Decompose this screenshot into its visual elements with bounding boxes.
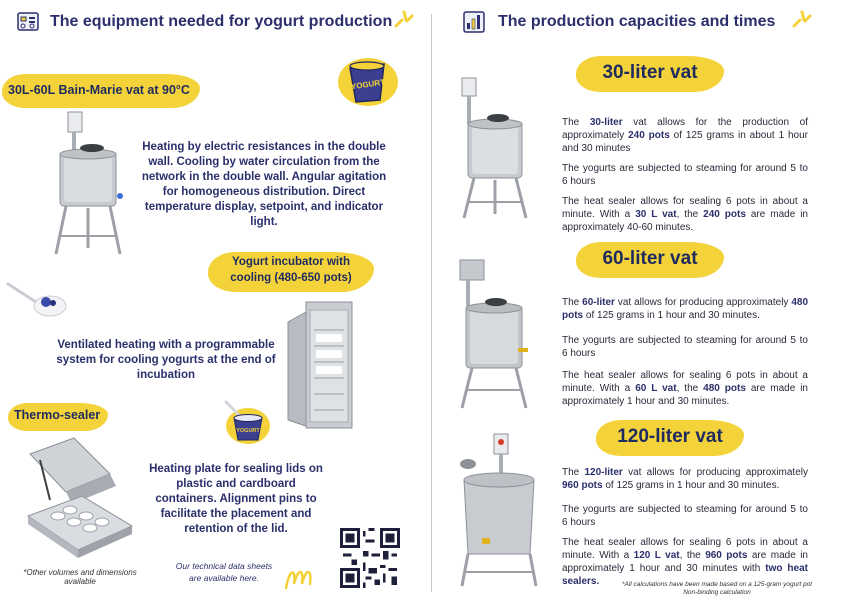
other-volumes-note-line1: *Other volumes and dimensions (23, 568, 137, 577)
sealer-label: Thermo-sealer (14, 408, 101, 422)
vat-60-paragraph-3: The heat sealer allows for sealing 6 pots in about a minute. With a 60 L vat, the 480 pots are made in approximately 1 hour and 30 minutes. (562, 370, 808, 407)
vat-30-paragraph-3: The heat sealer allows for sealing 6 pots in about a minute. With a 30 L vat, the 240 pots are made in approximately 40-60 minutes. (562, 196, 808, 233)
qr-code[interactable] (340, 528, 400, 588)
squiggle-decoration (282, 562, 322, 592)
spoon-image (6, 280, 68, 322)
sealer-description: Heating plate for sealing lids on plastic and cardboard containers. Alignment pins to facilitate the placement and retention of the lid. (149, 463, 323, 535)
vat-120-paragraph-2: The yogurts are subjected to steaming for around 5 to 6 hours (562, 504, 808, 528)
calculation-footnote (612, 581, 822, 597)
left-page-title: The equipment needed for yogurt production (50, 13, 393, 30)
capacity-icon (462, 10, 486, 34)
datasheet-note-line2: are available here. (189, 573, 259, 583)
other-volumes-note-line2: available (64, 577, 96, 586)
bain-marie-label: 30L-60L Bain-Marie vat at 90°C (8, 83, 190, 97)
vat-120-paragraph-3: The heat sealer allows for sealing 6 pots in about a minute. With a 120 L vat, the 960 pots are made in approximately 1 hour and 30 minutes with two heat sealers. (562, 537, 808, 587)
vat-30-image (452, 74, 532, 222)
vat-60-paragraph-2: The yogurts are subjected to steaming for around 5 to 6 hours (562, 335, 808, 359)
vat-60-image (452, 256, 532, 412)
cup-text-bottom: YOGURT (236, 428, 260, 434)
sparkle-decoration-right (790, 6, 814, 30)
vat-120-image (452, 430, 544, 590)
right-page-title: The production capacities and times (498, 13, 776, 30)
small-yogurt-cup-icon (222, 398, 272, 446)
vat-30-paragraph-2: The yogurts are subjected to steaming for around 5 to 6 hours (562, 163, 808, 187)
vat-60-paragraph-1: The 60-liter vat allows for producing approximately 480 pots of 125 grams in 1 hour and 30 minutes. (562, 297, 809, 321)
incubator-image (286, 300, 356, 430)
other-volumes-note (6, 568, 154, 586)
page-divider (431, 14, 432, 592)
vat-60-title: 60-liter vat (602, 248, 698, 269)
yogurt-cup-icon (330, 52, 406, 112)
incubator-label-line2: cooling (480-650 pots) (230, 272, 352, 284)
incubator-label (216, 254, 366, 286)
vat-120-paragraph-1: The 120-liter vat allows for producing approximately 960 pots of 125 grams in 1 hour and 30 minutes. (562, 467, 808, 491)
incubator-description: Ventilated heating with a programmable system for cooling yogurts at the end of incubation (56, 339, 276, 381)
incubator-label-line1: Yogurt incubator with (232, 256, 350, 268)
thermo-sealer-image (20, 430, 138, 564)
calculation-footnote-line1: *All calculations have been made based on a 125-gram yogurt pot (621, 581, 813, 588)
datasheet-note-line1: Our technical data sheets (175, 561, 273, 571)
datasheet-note (166, 560, 282, 584)
equipment-icon (16, 10, 40, 34)
bain-marie-description: Heating by electric resistances in the double wall. Cooling by water circulation from the network in the double wall. Angular agitation for homogeneous distribution. Direct temperature display, setpoint, and indicator light. (141, 141, 387, 228)
calculation-footnote-line2: Non-binding calculation (683, 589, 751, 596)
cup-text-top: YOGURT (350, 77, 386, 92)
vat-30-title: 30-liter vat (602, 62, 698, 83)
vat-120-title: 120-liter vat (617, 426, 723, 447)
bain-marie-vat-image (42, 108, 132, 258)
vat-30-paragraph-1: The 30-liter vat allows for the production of approximately 240 pots of 125 grams in about 1 hour and 30 minutes (562, 117, 809, 154)
sparkle-decoration (392, 6, 416, 30)
